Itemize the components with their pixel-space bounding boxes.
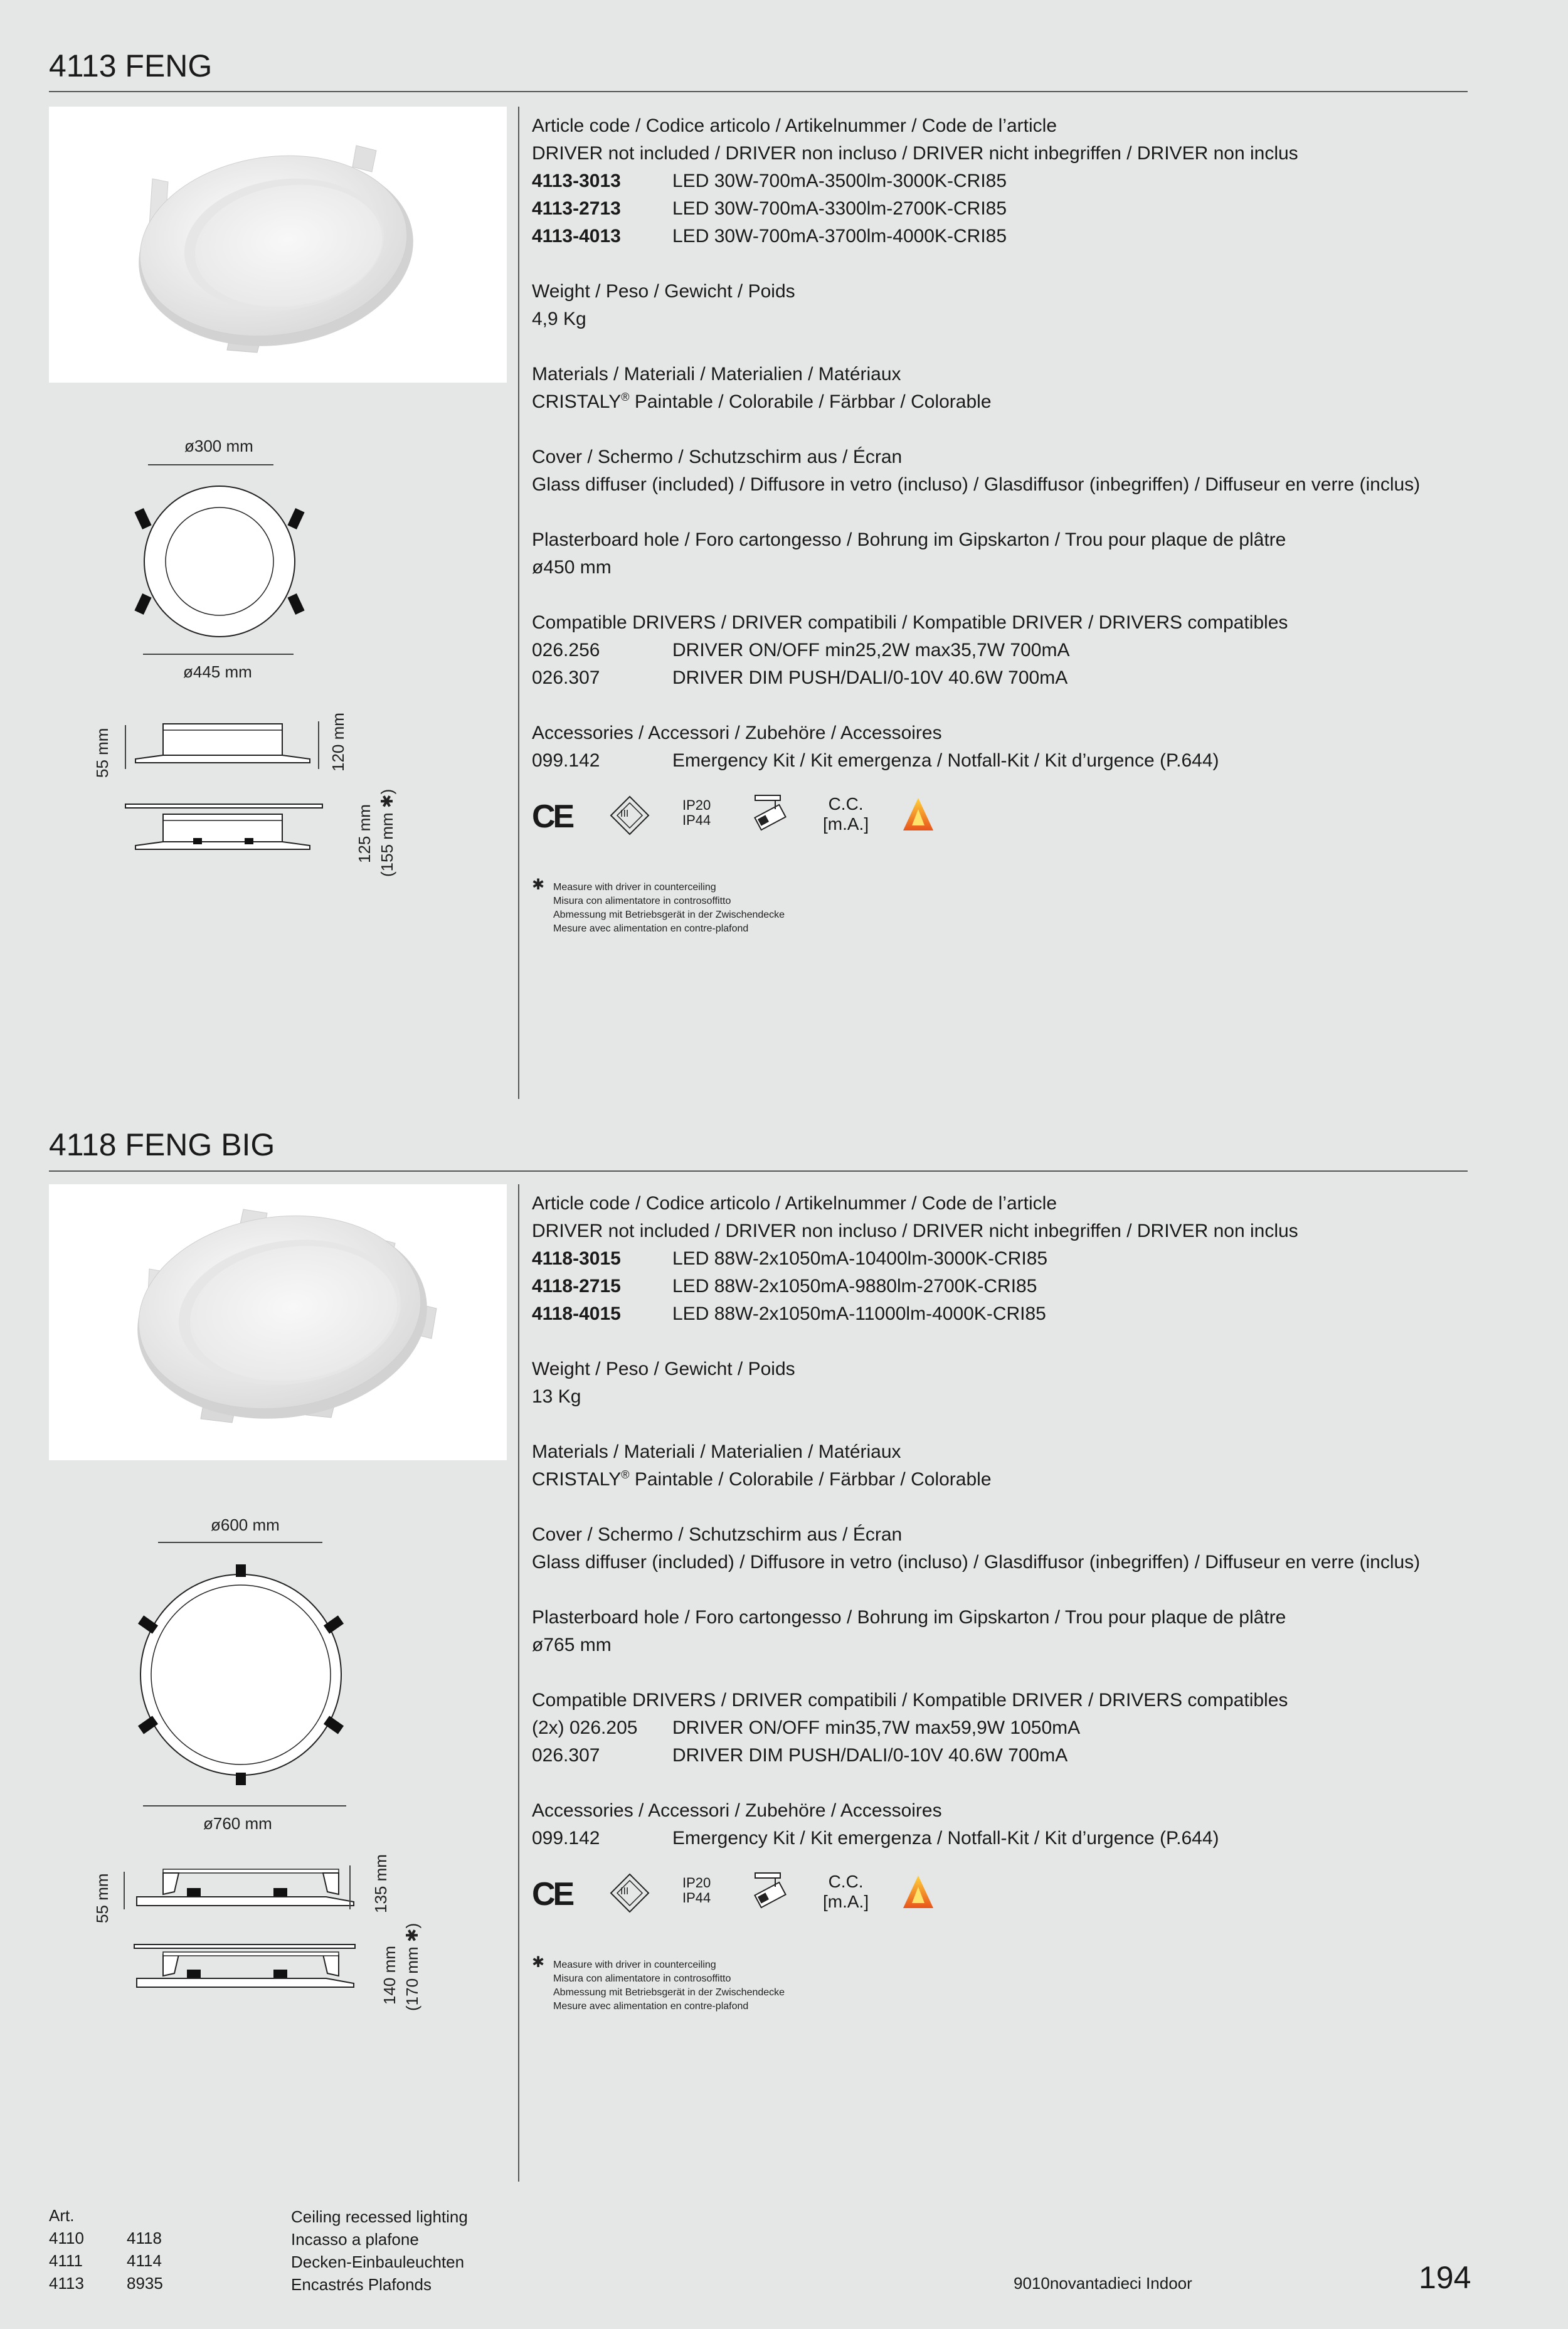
ip-rating-1: IP20 [682, 797, 711, 813]
footer-article: 4111 [49, 2251, 83, 2270]
article-row [532, 1300, 1466, 1328]
article-code: 4118-3015 [532, 1248, 621, 1269]
footer-art-label: Art. [49, 2206, 75, 2225]
accessories-heading: Accessories / Accessori / Zubehöre / Accessoires [532, 1800, 942, 1821]
ip-rating-icon [682, 1875, 711, 1906]
cc-label-1: C.C. [828, 1872, 864, 1891]
drivers-heading: Compatible DRIVERS / DRIVER compatibili / Kompatible DRIVER / DRIVERS compatibles [532, 612, 1288, 633]
driver-row [532, 1742, 1466, 1769]
constant-current-icon [823, 1872, 869, 1912]
footer-category [291, 2205, 468, 2296]
dim-height-side: 125 mm [355, 804, 374, 863]
article-desc: LED 88W-2x1050mA-11000lm-4000K-CRI85 [672, 1303, 1046, 1324]
driver-code: 026.307 [532, 667, 600, 688]
materials-brand: CRISTALY [532, 1469, 622, 1490]
driver-note: DRIVER not included / DRIVER non incluso / DRIVER nicht inbegriffen / DRIVER non inclus [532, 1221, 1298, 1241]
title-rule [49, 91, 1468, 92]
side-view-drawing [119, 715, 326, 866]
drivers-heading: Compatible DRIVERS / DRIVER compatibili / Kompatible DRIVER / DRIVERS compatibles [532, 1690, 1288, 1711]
product-title: 4113 FENG [49, 48, 213, 83]
article-row [532, 1273, 1466, 1300]
cover-value: Glass diffuser (included) / Diffusore in vetro (incluso) / Glasdiffusor (inbegriffen) / Diffuseur en verre (inclus) [532, 1552, 1421, 1573]
top-view-drawing [125, 483, 314, 640]
page-number: 194 [1419, 2260, 1471, 2295]
accessories-heading: Accessories / Accessori / Zubehöre / Accessoires [532, 723, 942, 743]
note-line: Measure with driver in counterceiling [553, 882, 716, 893]
class-iii-label: III [620, 1886, 629, 1897]
footer-brand: 9010novantadieci Indoor [1014, 2274, 1192, 2293]
accessory-desc: Emergency Kit / Kit emergenza / Notfall-Kit / Kit d’urgence (P.644) [672, 1828, 1219, 1849]
dim-height-right: 120 mm [329, 713, 347, 772]
materials-rest: Paintable / Colorabile / Färbbar / Colorable [629, 391, 992, 412]
article-desc: LED 88W-2x1050mA-9880lm-2700K-CRI85 [672, 1276, 1037, 1297]
driver-code: 026.256 [532, 640, 600, 661]
asterisk-icon: ✱ [532, 876, 545, 893]
accessory-code: 099.142 [532, 750, 600, 771]
article-desc: LED 30W-700mA-3700lm-4000K-CRI85 [672, 226, 1007, 247]
side-view-drawing [119, 1857, 370, 1995]
class-iii-icon [610, 1873, 650, 1913]
ip-rating-1: IP20 [682, 1875, 711, 1891]
measurement-note [532, 876, 785, 936]
cc-label-2: [m.A.] [823, 814, 869, 834]
certification-icons [532, 793, 1096, 837]
weight-value: 4,9 Kg [532, 309, 586, 329]
cover-heading: Cover / Schermo / Schutzschirm aus / Écran [532, 447, 903, 467]
materials-heading: Materials / Materiali / Materialien / Matériaux [532, 1441, 901, 1462]
product-photo [49, 1184, 507, 1460]
article-code: 4118-4015 [532, 1303, 621, 1324]
article-code: 4118-2715 [532, 1276, 621, 1297]
note-line: Mesure avec alimentation en contre-plafond [553, 2001, 749, 2012]
dim-outer-top: ø300 mm [184, 437, 253, 455]
dim-line [148, 464, 273, 465]
registered-mark: ® [621, 391, 630, 403]
adjustable-spot-icon [750, 1872, 794, 1912]
article-code: 4113-4013 [532, 226, 621, 247]
hole-value: ø450 mm [532, 557, 612, 578]
dim-height-side2: (170 mm ✱) [403, 1923, 421, 2011]
top-view-drawing [134, 1556, 347, 1806]
accessory-code: 099.142 [532, 1828, 600, 1849]
dim-outer-bottom: ø445 mm [183, 662, 252, 681]
class-iii-icon [610, 795, 650, 836]
driver-desc: DRIVER ON/OFF min35,7W max59,9W 1050mA [672, 1717, 1081, 1738]
article-row [532, 167, 1466, 195]
weight-value: 13 Kg [532, 1386, 581, 1407]
spec-block [532, 112, 1466, 775]
cover-value: Glass diffuser (included) / Diffusore in vetro (incluso) / Glasdiffusor (inbegriffen) / Diffuseur en verre (inclus) [532, 474, 1421, 495]
footer-article: 4114 [127, 2251, 162, 2270]
dim-height-left: 55 mm [93, 728, 112, 778]
article-desc: LED 30W-700mA-3300lm-2700K-CRI85 [672, 198, 1007, 219]
note-line: Misura con alimentatore in controsoffitto [553, 896, 731, 906]
category-line: Encastrés Plafonds [291, 2275, 432, 2294]
driver-code: 026.307 [532, 1745, 600, 1766]
dim-height-right: 135 mm [371, 1854, 390, 1913]
driver-code: (2x) 026.205 [532, 1717, 638, 1738]
category-line: Ceiling recessed lighting [291, 2207, 468, 2226]
footer-articles [49, 2204, 163, 2295]
dim-height-side: 140 mm [380, 1946, 399, 2005]
hole-heading: Plasterboard hole / Foro cartongesso / Bohrung im Gipskarton / Trou pour plaque de plâtre [532, 1607, 1286, 1628]
article-row [532, 1245, 1466, 1273]
article-desc: LED 30W-700mA-3500lm-3000K-CRI85 [672, 171, 1007, 191]
note-line: Abmessung mit Betriebsgerät in der Zwischendecke [553, 910, 785, 920]
recessed-light-photo [49, 1184, 507, 1460]
ce-mark-icon: CE [532, 1876, 573, 1913]
materials-brand: CRISTALY [532, 391, 622, 412]
driver-note: DRIVER not included / DRIVER non incluso / DRIVER nicht inbegriffen / DRIVER non inclus [532, 143, 1298, 164]
note-line: Abmessung mit Betriebsgerät in der Zwischendecke [553, 1987, 785, 1998]
accessory-desc: Emergency Kit / Kit emergenza / Notfall-Kit / Kit d’urgence (P.644) [672, 750, 1219, 771]
recessed-light-photo [49, 107, 507, 383]
dim-outer-bottom: ø760 mm [203, 1814, 272, 1833]
ip-rating-2: IP44 [682, 1890, 711, 1906]
product-photo [49, 107, 507, 383]
ip-rating-icon [682, 798, 711, 828]
note-line: Misura con alimentatore in controsoffitto [553, 1973, 731, 1984]
article-desc: LED 88W-2x1050mA-10400lm-3000K-CRI85 [672, 1248, 1048, 1269]
driver-desc: DRIVER DIM PUSH/DALI/0-10V 40.6W 700mA [672, 667, 1068, 688]
footer-article: 8935 [127, 2274, 163, 2293]
adjustable-spot-icon [750, 794, 794, 834]
footer-article: 4118 [127, 2229, 162, 2247]
measurement-note [532, 1954, 785, 2013]
driver-row [532, 664, 1466, 692]
constant-current-icon [823, 794, 869, 834]
driver-desc: DRIVER ON/OFF min25,2W max35,7W 700mA [672, 640, 1070, 661]
registered-mark: ® [621, 1468, 630, 1481]
title-rule [49, 1170, 1468, 1172]
certification-icons [532, 1870, 1096, 1914]
ip-rating-2: IP44 [682, 812, 711, 828]
materials-value [532, 388, 1466, 416]
energy-class-icon [901, 797, 936, 832]
dim-height-side2: (155 mm ✱) [378, 788, 396, 877]
article-code: 4113-2713 [532, 198, 621, 219]
column-divider [518, 107, 519, 1099]
spec-block [532, 1190, 1466, 1852]
article-row [532, 195, 1466, 223]
article-row [532, 223, 1466, 250]
materials-rest: Paintable / Colorabile / Färbbar / Colorable [629, 1469, 992, 1490]
note-line: Measure with driver in counterceiling [553, 1960, 716, 1970]
footer-article: 4113 [49, 2274, 84, 2293]
dim-height-left: 55 mm [93, 1873, 112, 1923]
driver-desc: DRIVER DIM PUSH/DALI/0-10V 40.6W 700mA [672, 1745, 1068, 1766]
accessory-row [532, 747, 1466, 775]
note-line: Mesure avec alimentation en contre-plafond [553, 923, 749, 934]
asterisk-icon: ✱ [532, 1954, 545, 1971]
energy-class-icon [901, 1874, 936, 1909]
dim-line [143, 654, 294, 655]
materials-heading: Materials / Materiali / Materialien / Matériaux [532, 364, 901, 385]
materials-value [532, 1466, 1466, 1493]
dim-outer-top: ø600 mm [211, 1515, 280, 1534]
driver-row [532, 637, 1466, 664]
class-iii-label: III [620, 809, 629, 819]
ce-mark-icon: CE [532, 798, 573, 835]
category-line: Decken-Einbauleuchten [291, 2252, 465, 2271]
weight-heading: Weight / Peso / Gewicht / Poids [532, 1359, 795, 1379]
category-line: Incasso a plafone [291, 2230, 419, 2249]
article-heading: Article code / Codice articolo / Artikelnummer / Code de l’article [532, 115, 1057, 136]
hole-heading: Plasterboard hole / Foro cartongesso / Bohrung im Gipskarton / Trou pour plaque de plâtre [532, 529, 1286, 550]
footer-article: 4110 [49, 2229, 84, 2247]
accessory-row [532, 1825, 1466, 1852]
driver-row [532, 1714, 1466, 1742]
dim-line [143, 1805, 346, 1806]
product-title: 4118 FENG BIG [49, 1127, 275, 1162]
article-code: 4113-3013 [532, 171, 621, 191]
hole-value: ø765 mm [532, 1635, 612, 1655]
cc-label-1: C.C. [828, 794, 864, 814]
cover-heading: Cover / Schermo / Schutzschirm aus / Écran [532, 1524, 903, 1545]
article-heading: Article code / Codice articolo / Artikelnummer / Code de l’article [532, 1193, 1057, 1214]
cc-label-2: [m.A.] [823, 1892, 869, 1911]
column-divider [518, 1184, 519, 2182]
dim-line [158, 1542, 322, 1543]
weight-heading: Weight / Peso / Gewicht / Poids [532, 281, 795, 302]
